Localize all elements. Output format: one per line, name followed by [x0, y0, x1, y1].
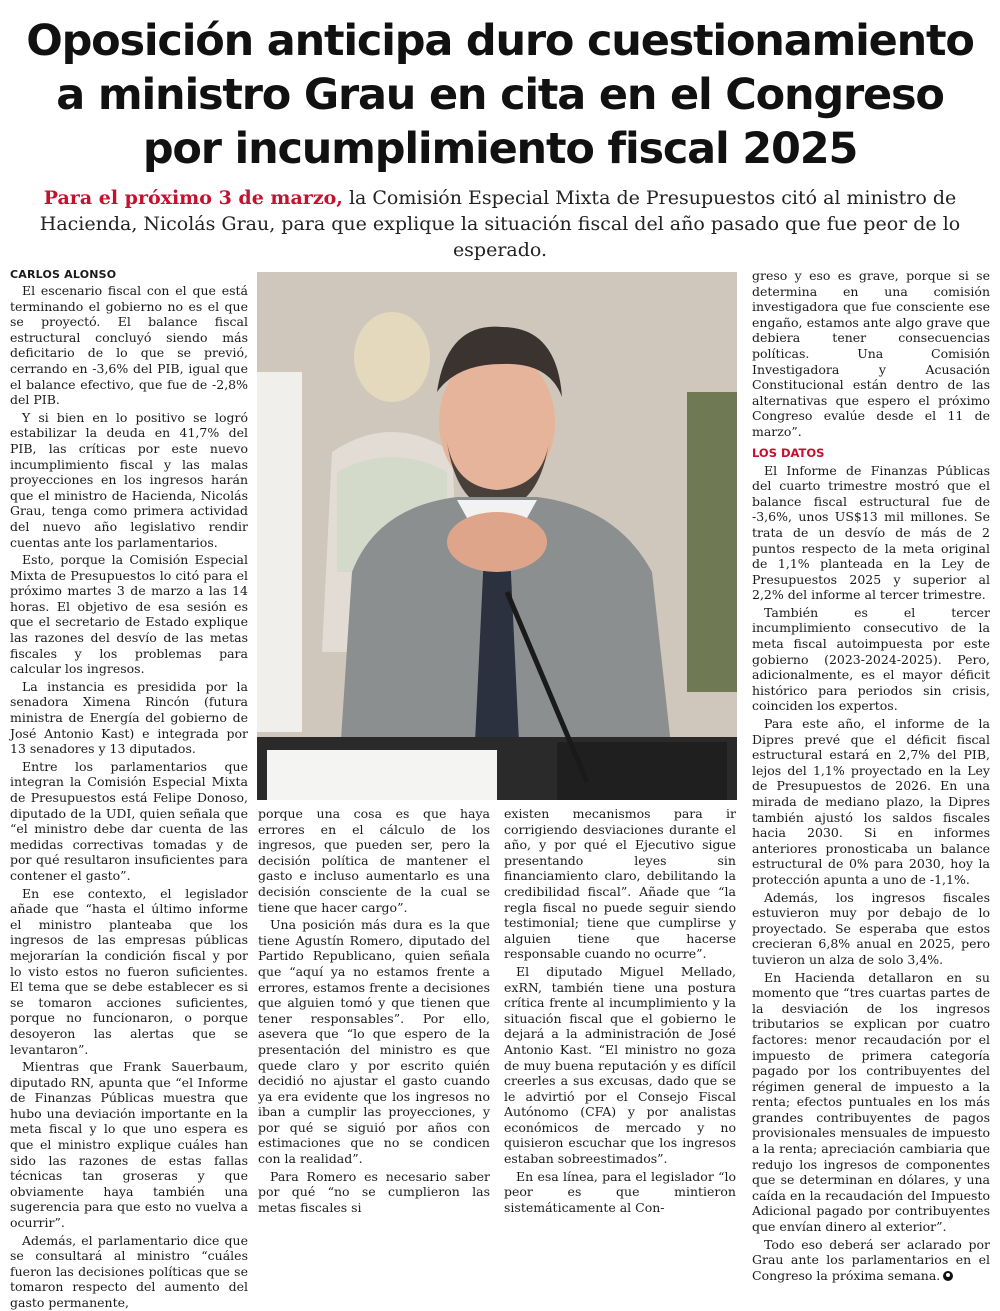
article-photo	[257, 272, 737, 800]
headline: Oposición anticipa duro cuestionamiento a ministro Grau en cita en el Congreso por incumplimiento fiscal 2025	[26, 16, 974, 174]
dek-text: la Comisión Especial Mixta de Presupuestos citó al ministro de Hacienda, Nicolás Grau, para que explique la situación fiscal del año pasado que fue peor de lo esperado.	[39, 187, 961, 261]
paragraph: También es el tercer incumplimiento consecutivo de la meta fiscal autoimpuesta por este gobierno (2023-2024-2025). Pero, adicionalmente, es el mayor déficit histórico para periodos sin crisis, coinciden los expertos.	[752, 604, 990, 714]
closing-text: Todo eso deberá ser aclarado por Grau ante los parlamentarios en el Congreso la próxima semana.	[752, 1236, 990, 1283]
end-of-article-icon	[943, 1271, 953, 1281]
paragraph: Una posición más dura es la que tiene Agustín Romero, diputado del Partido Republicano, quien señala que “aquí ya no estamos frente a errores, estamos frente a decisiones que alguien tomó y que tienen que tener responsables”. Por ello, asevera que “lo que espero de la presentación del ministro es que quede claro y por escrito quién decidió no ajustar el gasto cuando ya era evidente que los ingresos no iban a cumplir las proyecciones, y por qué se siguió por años con estimaciones que no se condicen con la realidad”.	[258, 917, 490, 1167]
paragraph-final	[752, 1237, 990, 1284]
dek-lead: Para el próximo 3 de marzo,	[43, 187, 343, 209]
byline: CARLOS ALONSO	[10, 268, 117, 281]
column-3	[504, 806, 736, 1215]
paragraph: El diputado Miguel Mellado, exRN, también tiene una postura crítica frente al incumplimiento y la situación fiscal que el gobierno le dejará a la administración de José Antonio Kast. “El ministro no goza de muy buena reputación y es difícil creerles a sus excusas, dado que se le advirtió por el Consejo Fiscal Autónomo (CFA) y por analistas económicos de mercado y no quisieron escuchar que los ingresos estaban sobreestimados”.	[504, 963, 736, 1167]
column-4	[752, 268, 990, 1283]
paragraph: porque una cosa es que haya errores en el cálculo de los ingresos, que pueden ser, pero la decisión política de mantener el gasto e incluso aumentarlo es una decisión consciente de la cual se tiene que hacer cargo”.	[258, 806, 490, 915]
paragraph: En esa línea, para el legislador “lo peor es que mintieron sistemáticamente al Con-	[504, 1168, 736, 1215]
paragraph: existen mecanismos para ir corrigiendo desviaciones durante el año, y por qué el Ejecutivo sigue presentando leyes sin financiamiento claro, debilitando la credibilidad fiscal”. Añade que “la regla fiscal no puede seguir siendo testimonial; tiene que cumplirse y alguien tiene que hacerse responsable cuando no ocurre”.	[504, 806, 736, 962]
paragraph: El escenario fiscal con el que está terminando el gobierno no es el que se proyectó. El balance fiscal estructural concluyó siendo más deficitario de lo que se previó, cerrando en -3,6% del PIB, igual que el balance efectivo, que fue de -2,8% del PIB.	[10, 283, 248, 408]
paragraph: En ese contexto, el legislador añade que “hasta el último informe el ministro planteaba que los ingresos de las empresas públicas mejorarían la condición fiscal y por lo visto estos no fueron suficientes. El tema que se debe establecer es si se tomaron acciones suficientes, porque no funcionaron, o porque desoyeron las alertas que se levantaron”.	[10, 885, 248, 1057]
paragraph: Para este año, el informe de la Dipres prevé que el déficit fiscal estructural estará en 2,7% del PIB, lejos del 1,1% proyectado en la Ley de Presupuestos de 2026. En una mirada de mediano plazo, la Dipres también ajustó los saldos fiscales hacia 2030. Si en informes anteriores pronosticaba un balance estructural de 0% para 2030, hoy la protección apunta a uno de -1,1%.	[752, 716, 990, 887]
column-2	[258, 806, 490, 1215]
paragraph: Además, los ingresos fiscales estuvieron muy por debajo de lo proyectado. Se esperaba que estos crecieran 6,8% anual en 2025, pero tuvieron un alza de solo 3,4%.	[752, 889, 990, 967]
paragraph: Y si bien en lo positivo se logró estabilizar la deuda en 41,7% del PIB, las críticas por este nuevo incumplimiento fiscal y las malas proyecciones en los ingresos harán que el ministro de Hacienda, Nicolás Grau, tenga como primera actividad del nuevo año legislativo rendir cuentas ante los parlamentarios.	[10, 409, 248, 550]
paragraph: El Informe de Finanzas Públicas del cuarto trimestre mostró que el balance fiscal estructural fue de -3,6%, unos US$13 mil millones. Se trata de un desvío de más de 2 puntos respecto de la meta original de 1,1% planteada en la Ley de Presupuestos 2025 y superior al 2,2% del informe al tercer trimestre.	[752, 462, 990, 603]
paragraph: En Hacienda detallaron en su momento que “tres cuartas partes de la desviación de los ingresos tributarios se explican por cuatro factores: menor recaudación por el impuesto de primera categoría pagado por los contribuyentes del régimen general de impuesto a la renta; efectos puntuales en los más grandes contribuyentes de pagos provisionales mensuales de impuesto a la renta; apreciación cambiaria que redujo los ingresos de componentes que se determinan en dólares, y una caída en la recaudación del Impuesto Adicional pagado por contribuyentes que envían dinero al exterior”.	[752, 969, 990, 1235]
paragraph: Para Romero es necesario saber por qué “no se cumplieron las metas fiscales si	[258, 1168, 490, 1215]
paragraph: Además, el parlamentario dice que se consultará al ministro “cuáles fueron las decisiones políticas que se tomaron respecto del aumento del gasto permanente,	[10, 1232, 248, 1310]
paragraph: Mientras que Frank Sauerbaum, diputado RN, apunta que “el Informe de Finanzas Públicas muestra que hubo una deviación importante en la meta fiscal y lo que uno espera es que el ministro explique cuáles han sido las razones de estas fallas técnicas tan groseras y que obviamente haya también una sugerencia para que esto no vuelva a ocurrir”.	[10, 1059, 248, 1231]
paragraph: Entre los parlamentarios que integran la Comisión Especial Mixta de Presupuestos está Felipe Donoso, diputado de la UDI, quien señala que “el ministro debe dar cuenta de las medidas correctivas tomadas y de por qué resultaron insuficientes para contener el gasto”.	[10, 758, 248, 883]
column-1	[10, 268, 248, 1310]
dek	[20, 185, 980, 263]
paragraph: La instancia es presidida por la senadora Ximena Rincón (futura ministra de Energía del gobierno de José Antonio Kast) e integrada por 13 senadores y 13 diputados.	[10, 678, 248, 757]
section-label: LOS DATOS	[752, 445, 825, 460]
photo-illustration	[257, 272, 737, 800]
paragraph: greso y eso es grave, porque si se determina en una comisión investigadora que fue consciente ese engaño, estamos ante algo grave que debiera tener consecuencias políticas. Una Comisión Investigadora y Acusación Constitucional están dentro de las alternativas que espero el próximo Congreso evalúe desde el 11 de marzo”.	[752, 268, 990, 439]
paragraph: Esto, porque la Comisión Especial Mixta de Presupuestos lo citó para el próximo martes 3 de marzo a las 14 horas. El objetivo de esa sesión es que el secretario de Estado explique las razones del desvío de las metas fiscales y los problemas para calcular los ingresos.	[10, 552, 248, 677]
